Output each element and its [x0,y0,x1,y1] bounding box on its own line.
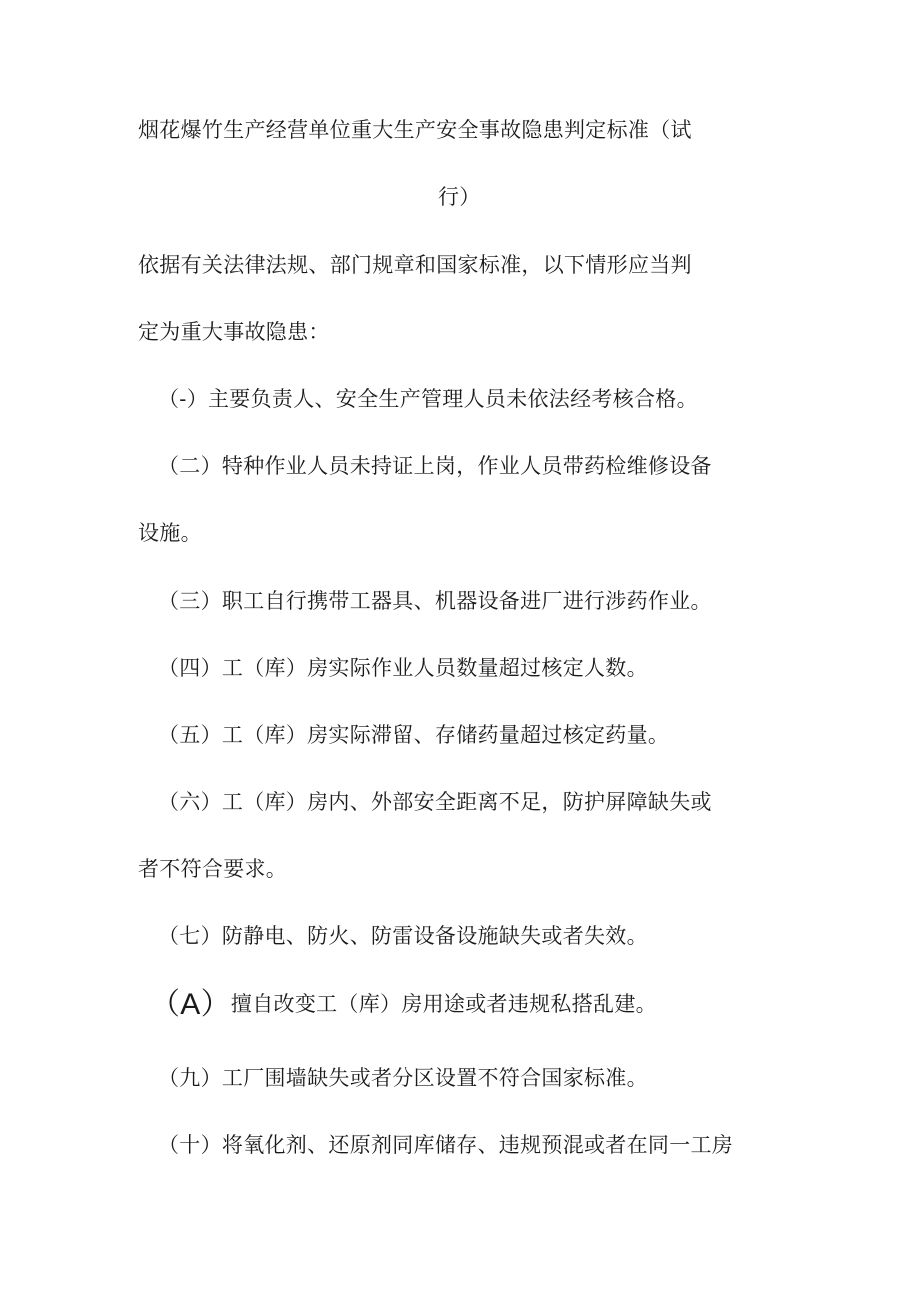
item-5: （五）工（库）房实际滞留、存储药量超过核定药量。 [158,723,670,747]
item-1: （-）主要负责人、安全生产管理人员未依法经考核合格。 [158,387,698,411]
document-title-line-2: 行） [438,185,481,209]
item-8 [150,990,657,1019]
item-2-continuation: 设施。 [138,521,202,545]
item-8-text: 擅自改变工（库）房用途或者违规私搭乱建。 [230,992,657,1016]
item-6-continuation: 者不符合要求。 [138,857,288,881]
item-6: （六）工（库）房内、外部安全距离不足，防护屏障缺失或 [158,790,712,814]
item-9: （九）工厂围墙缺失或者分区设置不符合国家标准。 [158,1066,648,1090]
item-4: （四）工（库）房实际作业人员数量超过核定人数。 [158,656,648,680]
item-10: （十）将氧化剂、还原剂同库储存、违规预混或者在同一工房 [158,1133,734,1157]
item-7: （七）防静电、防火、防雷设备设施缺失或者失效。 [158,924,648,948]
item-3: （三）职工自行携带工器具、机器设备进厂进行涉药作业。 [158,589,712,613]
item-8-label: （A） [150,988,231,1021]
document-title-line-1: 烟花爆竹生产经营单位重大生产安全事故隐患判定标准（试 [138,118,692,142]
item-2: （二）特种作业人员未持证上岗，作业人员带药检维修设备 [158,454,712,478]
intro-line-2: 定为重大事故隐患： [138,320,330,344]
intro-line-1: 依据有关法律法规、部门规章和国家标准，以下情形应当判 [138,253,692,277]
